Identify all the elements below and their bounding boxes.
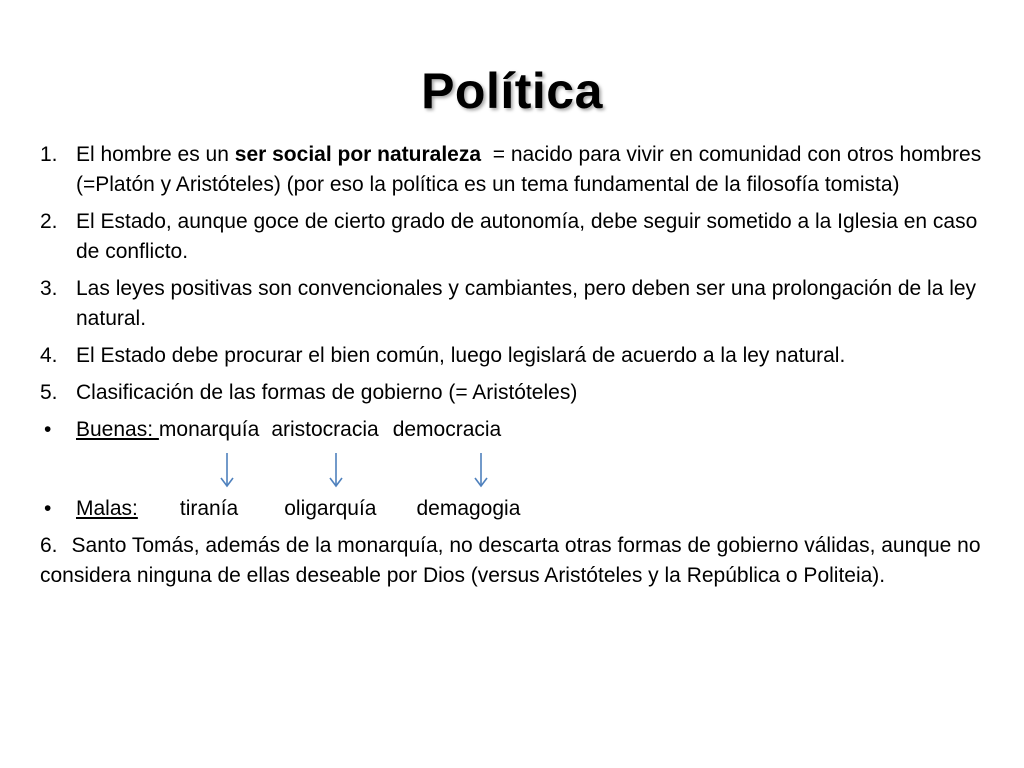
slide-body — [40, 140, 1000, 591]
list-item-5 — [40, 378, 1000, 408]
form-tirania: tiranía — [179, 497, 239, 520]
form-democracia: democracia — [392, 418, 502, 441]
point-6 — [40, 531, 1000, 591]
item-text-post: = nacido para vivir en comunidad con otros hombres (=Platón y Aristóteles) (por eso la política es un tema fundamental de la filosofía tomista) — [76, 143, 988, 196]
item-text: El Estado, aunque goce de cierto grado de autonomía, debe seguir sometido a la Iglesia en caso de conflicto. — [76, 210, 978, 263]
form-aristocracia: aristocracia — [271, 418, 379, 441]
item-text-bold: ser social por naturaleza — [234, 143, 482, 166]
buenas-row — [40, 415, 1000, 445]
item-number: 3. — [40, 277, 58, 300]
buenas-label: Buenas: — [76, 418, 159, 441]
list-item-4 — [40, 341, 1000, 371]
slide-title: Política — [421, 63, 603, 119]
list-item-1 — [40, 140, 1000, 200]
list-item-2 — [40, 207, 1000, 267]
item-text-pre: El hombre es un — [76, 143, 235, 166]
item-number: 5. — [40, 381, 58, 404]
arrow-down-icon — [219, 452, 235, 488]
item-number: 6. — [40, 534, 58, 557]
form-monarquia: monarquía — [158, 418, 260, 441]
malas-row — [40, 494, 1000, 524]
item-text: Santo Tomás, además de la monarquía, no descarta otras formas de gobierno válidas, aunque no considera ninguna de ellas deseable por Dios (versus Aristóteles y la República o Politeia). — [40, 534, 981, 587]
arrow-down-icon — [328, 452, 344, 488]
list-item-3 — [40, 274, 1000, 334]
item-text: Clasificación de las formas de gobierno (= Aristóteles) — [76, 381, 578, 404]
arrow-down-icon — [473, 452, 489, 488]
item-number: 1. — [40, 143, 58, 166]
form-oligarquia: oligarquía — [284, 497, 377, 520]
item-number: 2. — [40, 210, 58, 233]
item-text: El Estado debe procurar el bien común, luego legislará de acuerdo a la ley natural. — [76, 344, 846, 367]
arrow-row — [40, 452, 1000, 494]
form-demagogia: demagogia — [416, 497, 521, 520]
bullet: • — [44, 497, 52, 520]
item-text: Las leyes positivas son convencionales y cambiantes, pero deben ser una prolongación de la ley natural. — [76, 277, 977, 330]
bullet: • — [44, 418, 52, 441]
malas-label: Malas: — [76, 497, 138, 520]
item-number: 4. — [40, 344, 58, 367]
